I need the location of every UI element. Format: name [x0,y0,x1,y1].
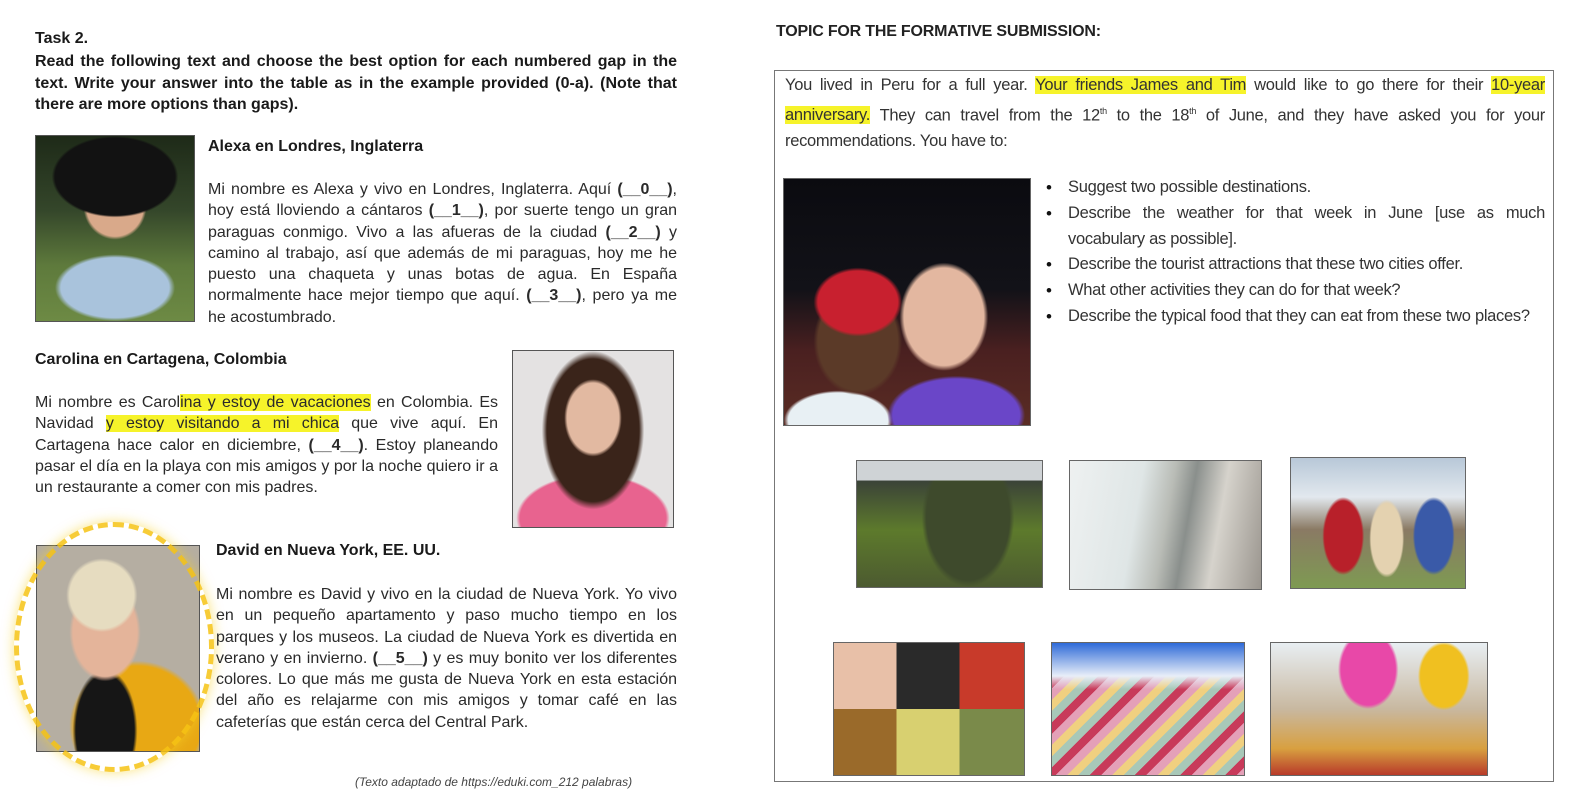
task-item: • Describe the typical food that they can eat from these two places? [1050,304,1545,330]
topic-title: TOPIC FOR THE FORMATIVE SUBMISSION: [776,23,1101,40]
woman-in-pink-sweater-photo [512,350,674,528]
two-friends-selfie-photo [783,178,1031,426]
section-title-david: David en Nueva York, EE. UU. [216,542,441,559]
task-item: • Describe the weather for that week in June [use as much vocabulary as possible]. [1050,201,1545,253]
answer-gap: (__0__) [617,181,673,198]
andean-women-with-llamas-photo [1290,457,1466,589]
answer-gap: (__1__) [428,202,484,220]
highlighted-text: 10-year anniversary. [785,76,1545,124]
text-run: , pero ya me he acostumbrado. [208,287,677,326]
topic-intro-text [785,73,1545,154]
highlighted-text: ina y estoy de vacaciones [180,394,371,411]
text-run: of June, and they have asked you for your recommendations. You have to: [785,106,1545,150]
rainbow-mountain-photo [1051,642,1245,776]
task-list [1050,175,1545,330]
section-body-alexa [208,179,677,328]
woman-in-black-hat-photo [35,135,195,322]
section-title-carolina: Carolina en Cartagena, Colombia [35,351,287,368]
text-run: que vive aquí. En Cartagena hace calor en diciembre, [35,415,498,454]
text-run: They can travel from the 12 [870,106,1100,124]
text-run: y camino al trabajo, así que además de mi paraguas, hoy me he puesto una chaqueta y unas botas de agua. En España normalmente hace mejor tiempo que aquí. [208,223,677,305]
highlighted-text: y estoy visitando a mi chica [105,415,340,433]
text-run: th [1099,105,1107,116]
text-run: Mi nombre es Carol [35,394,181,411]
left-page-worksheet [0,0,700,800]
task-instructions: Read the following text and choose the best option for each numbered gap in the text. Write your answer into the table as in the example provided (0-a). (Note that there are more options than gaps). [35,53,677,113]
highlight-circle-annotation [14,522,214,772]
task-item: • Suggest two possible destinations. [1050,175,1545,201]
text-run: th [1189,105,1197,116]
task-item: • Describe the tourist attractions that these two cities offer. [1050,252,1545,278]
task-title: Task 2. [35,30,89,47]
text-run: You lived in Peru for a full year. [785,76,1036,94]
text-run: Mi nombre es Alexa y vivo en Londres, Inglaterra. Aquí [208,181,618,198]
highlighted-text: Your friends James and Tim [1035,76,1247,94]
text-run: Mi nombre es David y vivo en la ciudad de Nueva York. Yo vivo en un pequeño apartamento y paso mucho tiempo en los parques y los museos. La ciudad de Nueva York es divertida en verano y en invierno. [216,586,677,667]
peruvian-food-collage-photo [833,642,1025,776]
festival-dancers-photo [1270,642,1488,776]
machu-picchu-photo [856,460,1043,588]
text-run: would like to go there for their [1246,76,1492,94]
task-item: • What other activities they can do for that week? [1050,278,1545,304]
section-title-alexa: Alexa en Londres, Inglaterra [208,138,424,155]
text-run: en Colombia. Es Navidad [35,394,499,433]
right-page-assignment [760,0,1573,800]
answer-gap: (__3__) [526,287,582,305]
text-run: , hoy está lloviendo a cántaros [208,181,677,220]
text-run: , por suerte tengo un gran paraguas conmigo. Vivo a las afueras de la ciudad [208,202,678,241]
answer-gap: (__2__) [605,223,661,241]
source-citation: (Texto adaptado de https://eduki.com_212 palabras) [355,775,633,789]
section-body-carolina [35,392,498,498]
answer-gap: (__5__) [372,649,428,667]
section-body-david [216,584,677,733]
lima-coastline-photo [1069,460,1262,590]
answer-gap: (__4__) [308,436,364,454]
text-run: . Estoy planeando pasar el día en la playa con mis amigos y por la noche quiero ir a un restaurante a comer con mis padres. [35,436,499,497]
text-run: to the 18 [1106,106,1190,124]
text-run: y es muy bonito ver los diferentes colores. Lo que más me gusta de Nueva York en esta estación del año es relajarme con mis amigos y tomar café en las cafeterías que están cerca del Central Park. [216,649,678,731]
